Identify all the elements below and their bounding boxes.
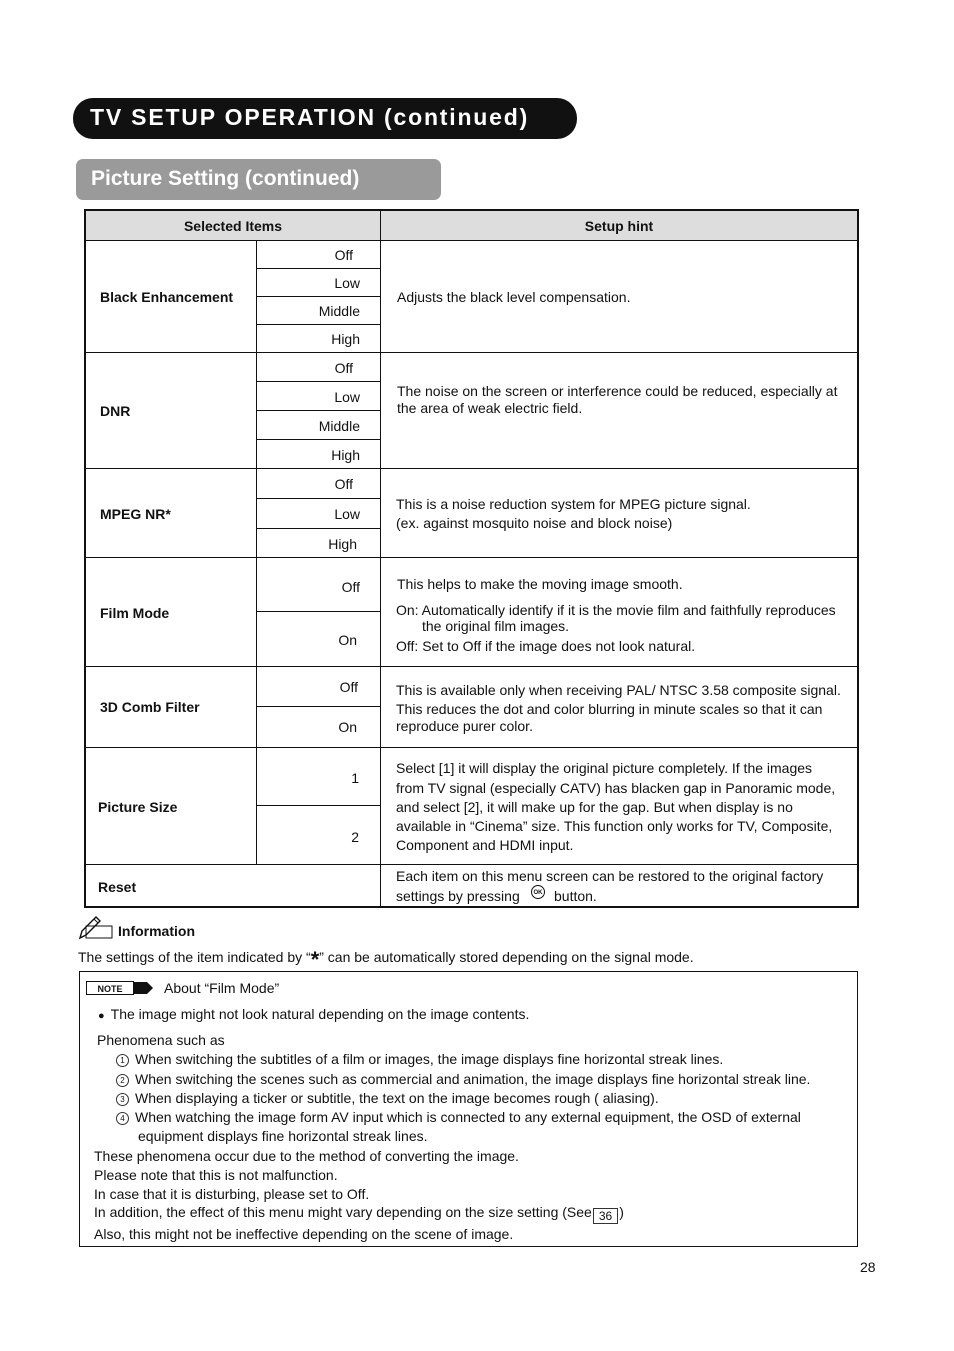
note-line-5: Also, this might not be ineffective depending on the scene of image.	[94, 1226, 514, 1242]
option-on: On	[338, 632, 357, 648]
item-label-black-enhancement: Black Enhancement	[100, 289, 234, 305]
hint-dnr-line2: the area of weak electric field.	[397, 400, 583, 416]
note-line-2: Please note that this is not malfunction.	[94, 1167, 338, 1183]
hint-picture-size-line5: Component and HDMI input.	[396, 837, 574, 853]
option-off: Off	[339, 679, 358, 695]
phenomenon-item	[116, 1089, 659, 1107]
option-low: Low	[334, 275, 360, 291]
option-on: On	[338, 719, 357, 735]
item-label-mpeg-nr: MPEG NR*	[100, 506, 171, 522]
option-low: Low	[334, 506, 360, 522]
option-1: 1	[351, 770, 359, 786]
hint-reset-line2b: button.	[554, 888, 597, 904]
note-line-4a: In addition, the effect of this menu might vary depending on the size setting (See	[94, 1204, 592, 1220]
option-off: Off	[334, 476, 353, 492]
phenomena-intro: Phenomena such as	[97, 1032, 225, 1048]
bullet-icon: ●	[98, 1010, 105, 1022]
note-line-4	[94, 1203, 624, 1224]
note-bullet-item	[98, 1005, 529, 1025]
hint-picture-size-line4: available in “Cinema” size. This function only works for TV, Composite,	[396, 818, 833, 834]
note-line-1: These phenomena occur due to the method of converting the image.	[94, 1148, 519, 1164]
option-divider	[256, 805, 380, 806]
hint-comb-filter-line2: This reduces the dot and color blurring in minute scales so that it can	[396, 701, 823, 717]
note-line-4b: )	[619, 1204, 624, 1220]
hint-reset-line1: Each item on this menu screen can be restored to the original factory	[396, 868, 824, 884]
header-selected-items: Selected Items	[183, 218, 283, 234]
option-middle: Middle	[318, 418, 360, 434]
row-divider	[86, 666, 857, 667]
note-line-3: In case that it is disturbing, please set to Off.	[94, 1186, 370, 1202]
note-bullet-text: The image might not look natural depending on the image contents.	[110, 1006, 530, 1022]
information-label: Information	[118, 923, 195, 939]
page-reference-box[interactable]: 36	[593, 1208, 618, 1224]
information-text-b: ” can be automatically stored depending on the signal mode.	[319, 949, 694, 965]
hint-mpeg-nr-line2: (ex. against mosquito noise and block noise)	[396, 515, 673, 531]
option-divider	[256, 296, 380, 297]
option-divider	[256, 706, 380, 707]
option-2: 2	[351, 829, 359, 845]
option-off: Off	[334, 247, 353, 263]
option-divider	[256, 528, 380, 529]
option-divider	[256, 439, 380, 440]
item-label-film-mode: Film Mode	[100, 605, 170, 621]
phenomenon-item	[116, 1070, 810, 1088]
option-high: High	[331, 447, 360, 463]
option-off: Off	[334, 360, 353, 376]
page-number: 28	[860, 1259, 876, 1275]
option-divider	[256, 268, 380, 269]
note-badge: NOTE	[86, 981, 134, 995]
row-divider	[86, 468, 857, 469]
hint-film-mode-line3: the original film images.	[422, 618, 570, 634]
hint-black-enhancement: Adjusts the black level compensation.	[397, 289, 631, 305]
phenomenon-text: When switching the subtitles of a film or images, the image displays fine horizontal streak lines.	[135, 1051, 724, 1067]
hint-picture-size-line3: and select [2], it will make up for the gap. But when display is no	[396, 799, 793, 815]
hint-dnr-line1: The noise on the screen or interference could be reduced, especially at	[397, 383, 838, 399]
information-text-a: The settings of the item indicated by “	[78, 949, 311, 965]
hint-film-mode-line2: On: Automatically identify if it is the movie film and faithfully reproduces	[396, 602, 836, 618]
hint-film-mode-line4: Off: Set to Off if the image does not look natural.	[396, 638, 696, 654]
note-title: About “Film Mode”	[164, 980, 280, 996]
row-divider	[86, 557, 857, 558]
phenomenon-text: When watching the image form AV input which is connected to any external equipment, the OSD of external	[135, 1109, 801, 1125]
header-setup-hint: Setup hint	[584, 218, 654, 234]
hint-comb-filter-line1: This is available only when receiving PAL/ NTSC 3.58 composite signal.	[396, 682, 841, 698]
ok-button-icon: OK	[531, 885, 545, 899]
phenomenon-text: When displaying a ticker or subtitle, the text on the image becomes rough ( aliasing).	[135, 1090, 659, 1106]
item-label-picture-size: Picture Size	[98, 799, 178, 815]
column-divider	[380, 211, 381, 906]
option-middle: Middle	[318, 303, 360, 319]
option-divider	[256, 410, 380, 411]
item-label-dnr: DNR	[100, 403, 131, 419]
row-divider	[86, 747, 857, 748]
phenomenon-text: When switching the scenes such as commercial and animation, the image displays fine horizontal streak line.	[135, 1071, 811, 1087]
hint-film-mode-line1: This helps to make the moving image smooth.	[397, 576, 683, 592]
option-divider	[256, 498, 380, 499]
item-label-reset: Reset	[98, 879, 137, 895]
phenomenon-item	[116, 1050, 723, 1068]
item-label-3d-comb-filter: 3D Comb Filter	[100, 699, 200, 715]
circled-number: 4	[116, 1112, 129, 1125]
information-text	[78, 947, 694, 972]
row-divider	[86, 864, 857, 865]
option-divider	[256, 611, 380, 612]
option-high: High	[331, 331, 360, 347]
option-off: Off	[341, 579, 360, 595]
phenomenon-item-continued: equipment displays fine horizontal streak lines.	[138, 1128, 428, 1144]
circled-number: 3	[116, 1093, 129, 1106]
section-title-banner	[73, 98, 577, 139]
subsection-title-banner	[76, 159, 441, 200]
option-divider	[256, 381, 380, 382]
pencil-memo-icon	[78, 914, 114, 940]
subsection-title: Picture Setting (continued)	[91, 167, 360, 190]
option-low: Low	[334, 389, 360, 405]
hint-comb-filter-line3: reproduce purer color.	[396, 718, 533, 734]
star-mark: *	[310, 947, 320, 972]
hint-picture-size-line1: Select [1] it will display the original picture completely. If the images	[396, 760, 813, 776]
option-high: High	[328, 536, 357, 552]
hint-picture-size-line2: from TV signal (especially CATV) has blacken gap in Panoramic mode,	[396, 780, 836, 796]
circled-number: 1	[116, 1054, 129, 1067]
hint-mpeg-nr-line1: This is a noise reduction system for MPEG picture signal.	[396, 496, 751, 512]
option-divider	[256, 324, 380, 325]
note-arrow-icon	[134, 981, 154, 995]
section-title: TV SETUP OPERATION (continued)	[90, 104, 530, 130]
hint-reset-line2a: settings by pressing	[396, 888, 520, 904]
row-divider	[86, 352, 857, 353]
circled-number: 2	[116, 1074, 129, 1087]
phenomenon-item	[116, 1108, 801, 1126]
